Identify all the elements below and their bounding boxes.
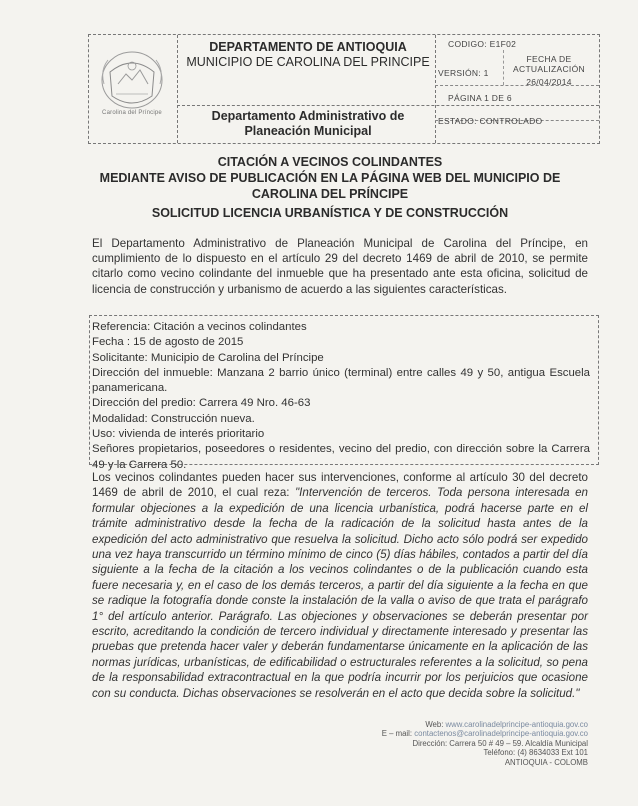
update-label: FECHA DE ACTUALIZACIÓN — [513, 54, 585, 74]
body-paragraph — [92, 470, 588, 701]
reference-item: Fecha : 15 de agosto de 2015 — [92, 336, 244, 349]
footer-email — [288, 729, 588, 738]
header-title — [180, 40, 436, 70]
seal-caption: Carolina del Príncipe — [102, 110, 162, 116]
title-line: CAROLINA DEL PRÍNCIPE — [251, 187, 409, 201]
title-line: CITACIÓN A VECINOS COLINDANTES — [217, 155, 443, 169]
department-name: DEPARTAMENTO DE ANTIOQUIA — [209, 40, 407, 54]
reference-item: Dirección del inmueble: Manzana 2 barrio único (terminal) entre calles 49 y 50, antigua Escuela panamericana. — [92, 366, 590, 395]
email-link[interactable]: contactenos@carolinadelprincipe-antioquia.gov.co — [414, 729, 588, 739]
document-subtitle: SOLICITUD LICENCIA URBANÍSTICA Y DE CONSTRUCCIÓN — [151, 206, 509, 220]
municipal-seal-icon — [94, 44, 170, 120]
body-intro-text: Los vecinos colindantes pueden hacer sus intervenciones, conforme al artículo 30 del decreto 1469 de abril de 2010, el cual reza: — [92, 471, 588, 500]
legal-quote: "Intervención de terceros. Toda persona interesada en formular objeciones a la expedición de una licencia urbanística, podrá hacerse parte en el trámite administrativo desde la fecha de la radicación de la solicitud hasta antes de la expedición del acto administrativo que resuelva la solicitud. Dicho acto sólo podrá ser expedido una vez haya transcurrido un término mínimo de cinco (5) días hábiles, contados a partir del día siguiente a la fecha de la citación a los vecinos colindantes o de la publicación cuando esta fuere necesaria y, en el caso de los demás terceros, a partir del día siguiente a la fecha en que se radique la fotografía donde conste la instalación de la valla o aviso de que trata el parágrafo 1° del artículo anterior. Parágrafo. Las objeciones y observaciones se deberán presentar por escrito, acreditando la condición de tercero individual y directamente interesado y presentar las pruebas que pretenda hacer valer y deberán fundamentarse únicamente en la aplicación de las normas jurídicas, urbanísticas, de edificabilidad o estructurales referentes a la solicitud, so pena de la responsabilidad extracontractual en la que podría incurrir por los perjuicios que ocasione con su conducta. Dichas observaciones se resolverán en el acto que decida sobre la solicitud." — [92, 486, 588, 700]
reference-item: Solicitante: Municipio de Carolina del Príncipe — [92, 351, 324, 364]
footer-region: ANTIOQUIA - COLOMB — [504, 757, 588, 767]
reference-item: Dirección del predio: Carrera 49 Nro. 46-63 — [92, 397, 311, 410]
reference-item: Modalidad: Construcción nueva. — [92, 412, 255, 425]
office-name: Departamento Administrativo de Planeación Municipal — [211, 109, 405, 138]
reference-item: Señores propietarios, poseedores o residentes, vecino del predio, con dirección sobre la Carrera 49 y la Carrera 50. — [92, 443, 590, 471]
header-divider — [177, 105, 599, 106]
web-label: Web: — [425, 720, 446, 729]
intro-paragraph: El Departamento Administrativo de Planeación Municipal de Carolina del Príncipe, en cumplimiento de lo dispuesto en el artículo 29 del decreto 1469 de abril de 2010, se permite citarlo como vecino colindante del inmueble que ha presentado ante esta oficina, solicitud de licencia de construcción y urbanismo de acuerdo a las siguientes características. — [92, 237, 588, 296]
document-title — [70, 154, 590, 202]
footer-contact — [288, 720, 588, 767]
web-link[interactable]: www.carolinadelprincipe-antioquia.gov.co — [445, 720, 588, 729]
email-label: E – mail: — [381, 729, 415, 739]
doc-code: CODIGO: E1F02 — [448, 39, 517, 49]
header-divider — [177, 35, 178, 143]
municipality-name: MUNICIPIO DE CAROLINA DEL PRINCIPE — [186, 55, 430, 69]
footer-phone: Teléfono: (4) 8634033 Ext 101 — [483, 748, 588, 758]
doc-version: VERSIÓN: 1 — [438, 68, 489, 78]
doc-status: ESTADO: CONTROLADO — [438, 116, 543, 126]
footer-address: Dirección: Carrera 50 # 49 – 59. Alcaldía Municipal — [412, 738, 588, 748]
reference-list — [92, 320, 590, 473]
update-date: 26/04/2014 — [526, 77, 572, 87]
title-line: MEDIANTE AVISO DE PUBLICACIÓN EN LA PÁGINA WEB DEL MUNICIPIO DE — [99, 171, 561, 185]
footer-web — [288, 720, 588, 729]
page-number: PÁGINA 1 DE 6 — [448, 93, 512, 103]
reference-item: Referencia: Citación a vecinos colindantes — [92, 321, 307, 333]
reference-item: Uso: vivienda de interés prioritario — [92, 428, 265, 441]
